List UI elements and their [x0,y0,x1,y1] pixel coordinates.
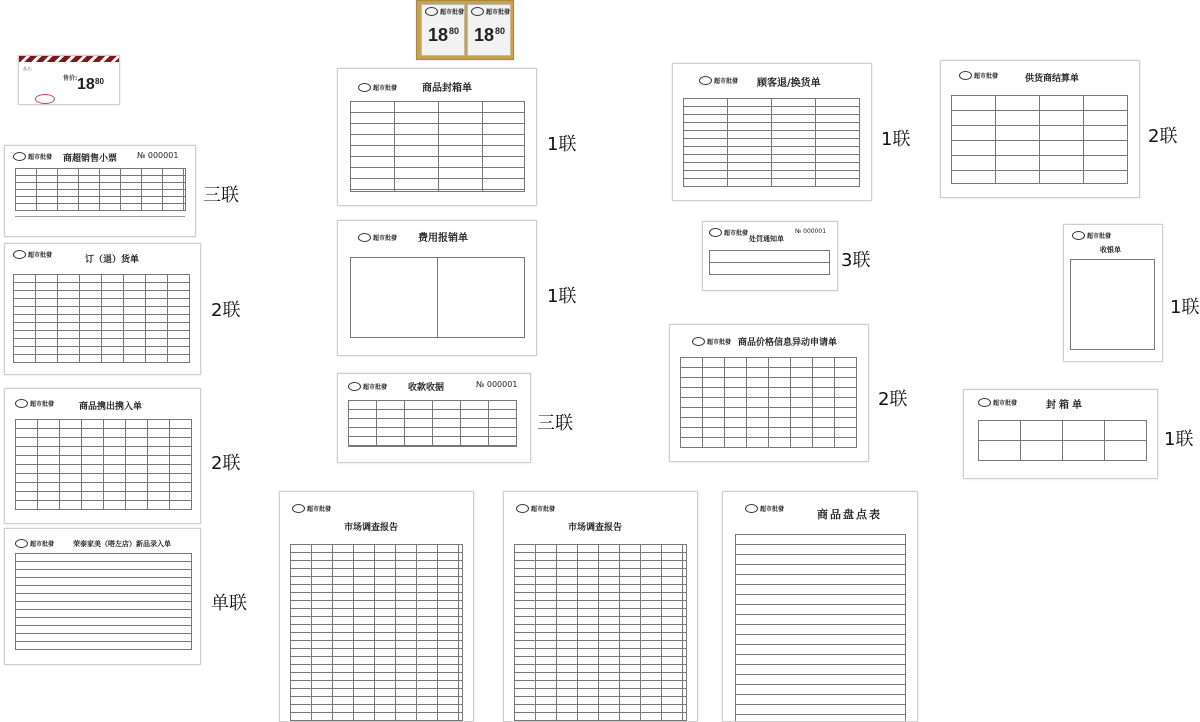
logo-icon: 超市批發 [13,152,52,161]
form-penalty-notice [702,221,838,291]
form-table [951,95,1128,184]
form-title: 商品携出携入单 [79,402,143,412]
form-supplier-settlement [940,60,1140,198]
shelf-label-field: 品名: [23,66,33,71]
logo-icon: 超市批發 [709,228,748,237]
form-table [709,250,830,275]
copies-label: 2联 [1148,126,1178,147]
form-receipt [337,373,531,463]
form-title: 商品盘点表 [817,508,882,521]
form-title: 商超销售小票 [63,154,118,164]
form-table [15,168,186,211]
form-market-survey-1 [279,491,474,722]
price-tag-1-decimal: 80 [449,26,460,36]
logo-icon: 超市批發 [13,250,52,259]
copies-label: 1联 [881,129,911,150]
form-table [350,101,525,192]
price-tag-pair [416,0,514,60]
form-serial: № 000001 [795,228,827,235]
logo-icon: 超市批發 [516,504,555,513]
copies-label: 1联 [547,286,577,307]
form-title: 顾客退/换货单 [757,78,821,89]
form-title: 费用报销单 [418,233,468,244]
shelf-price-label [18,55,120,105]
form-footer-line [15,216,185,217]
form-serial: № 000001 [476,380,518,389]
logo-icon: 超市批發 [15,399,54,408]
shelf-label-stripe [19,56,119,62]
logo-icon: 超市批發 [348,382,387,391]
form-title: 收银单 [1100,245,1121,254]
form-title: 封箱单 [1046,400,1085,411]
logo-icon: 超市批發 [978,398,1017,407]
form-title: 订（退）货单 [85,255,140,265]
logo-icon: 超市批發 [1072,231,1111,240]
form-serial: № 000001 [137,151,179,160]
copies-label: 单联 [211,593,247,614]
price-tag-2 [467,4,511,56]
shelf-label-stamp [35,94,55,104]
logo-icon: 超市批發 [15,539,54,548]
copies-label: 1联 [1164,429,1194,450]
price-tag-2-decimal: 80 [495,26,506,36]
form-order [4,243,201,375]
form-title: 商品价格信息异动申请单 [738,338,838,348]
form-title: 市场调查报告 [344,523,399,533]
form-new-product [4,528,201,665]
logo-icon: 超市批發 [358,83,397,92]
form-table [290,544,463,722]
price-tag-1-logo: 超市批發 [425,7,464,16]
form-title: 处罚通知单 [749,234,784,243]
shelf-label-price-main: 18 [77,76,95,93]
form-return-exchange [672,63,872,201]
shelf-label-price-label: 售价: [63,75,78,82]
form-cashier [1063,224,1163,362]
copies-label: 2联 [211,300,241,321]
price-tag-1 [421,4,465,56]
form-table [683,98,860,187]
form-sales-slip [4,145,196,237]
form-title: 收款收据 [408,383,445,393]
copies-label: 3联 [841,250,871,271]
form-title: 供货商结算单 [1025,74,1080,84]
logo-icon: 超市批發 [692,337,731,346]
form-transfer [4,388,201,524]
price-tag-1-main: 18 [428,25,449,45]
form-inventory [722,491,918,722]
form-box-seal [963,389,1158,479]
form-table [1070,259,1155,350]
copies-label: 2联 [211,453,241,474]
form-table [348,400,517,447]
form-seal-box [337,68,537,206]
form-price-change [669,324,869,462]
logo-icon: 超市批發 [699,76,738,85]
copies-label: 1联 [1170,297,1200,318]
form-title: 市场调查报告 [568,523,623,533]
price-tag-2-main: 18 [474,25,495,45]
form-table [15,553,192,650]
form-market-survey-2 [503,491,698,722]
form-table [13,274,190,363]
copies-label: 1联 [547,134,577,155]
form-table [680,357,857,448]
shelf-label-price-decimal: 80 [95,77,104,86]
form-title: 荣泰家美（嗒左店）新品录入单 [73,539,171,548]
logo-icon: 超市批發 [358,233,397,242]
form-title: 商品封箱单 [422,83,472,94]
copies-label: 2联 [878,389,908,410]
copies-label: 三联 [537,413,573,434]
price-tag-2-logo: 超市批發 [471,7,510,16]
form-table [350,257,525,338]
logo-icon: 超市批發 [959,71,998,80]
form-table [735,534,906,722]
logo-icon: 超市批發 [745,504,784,513]
form-expense [337,220,537,356]
form-table [978,420,1147,461]
form-table [15,419,192,510]
copies-label: 三联 [203,185,239,206]
form-table [514,544,687,722]
logo-icon: 超市批發 [292,504,331,513]
